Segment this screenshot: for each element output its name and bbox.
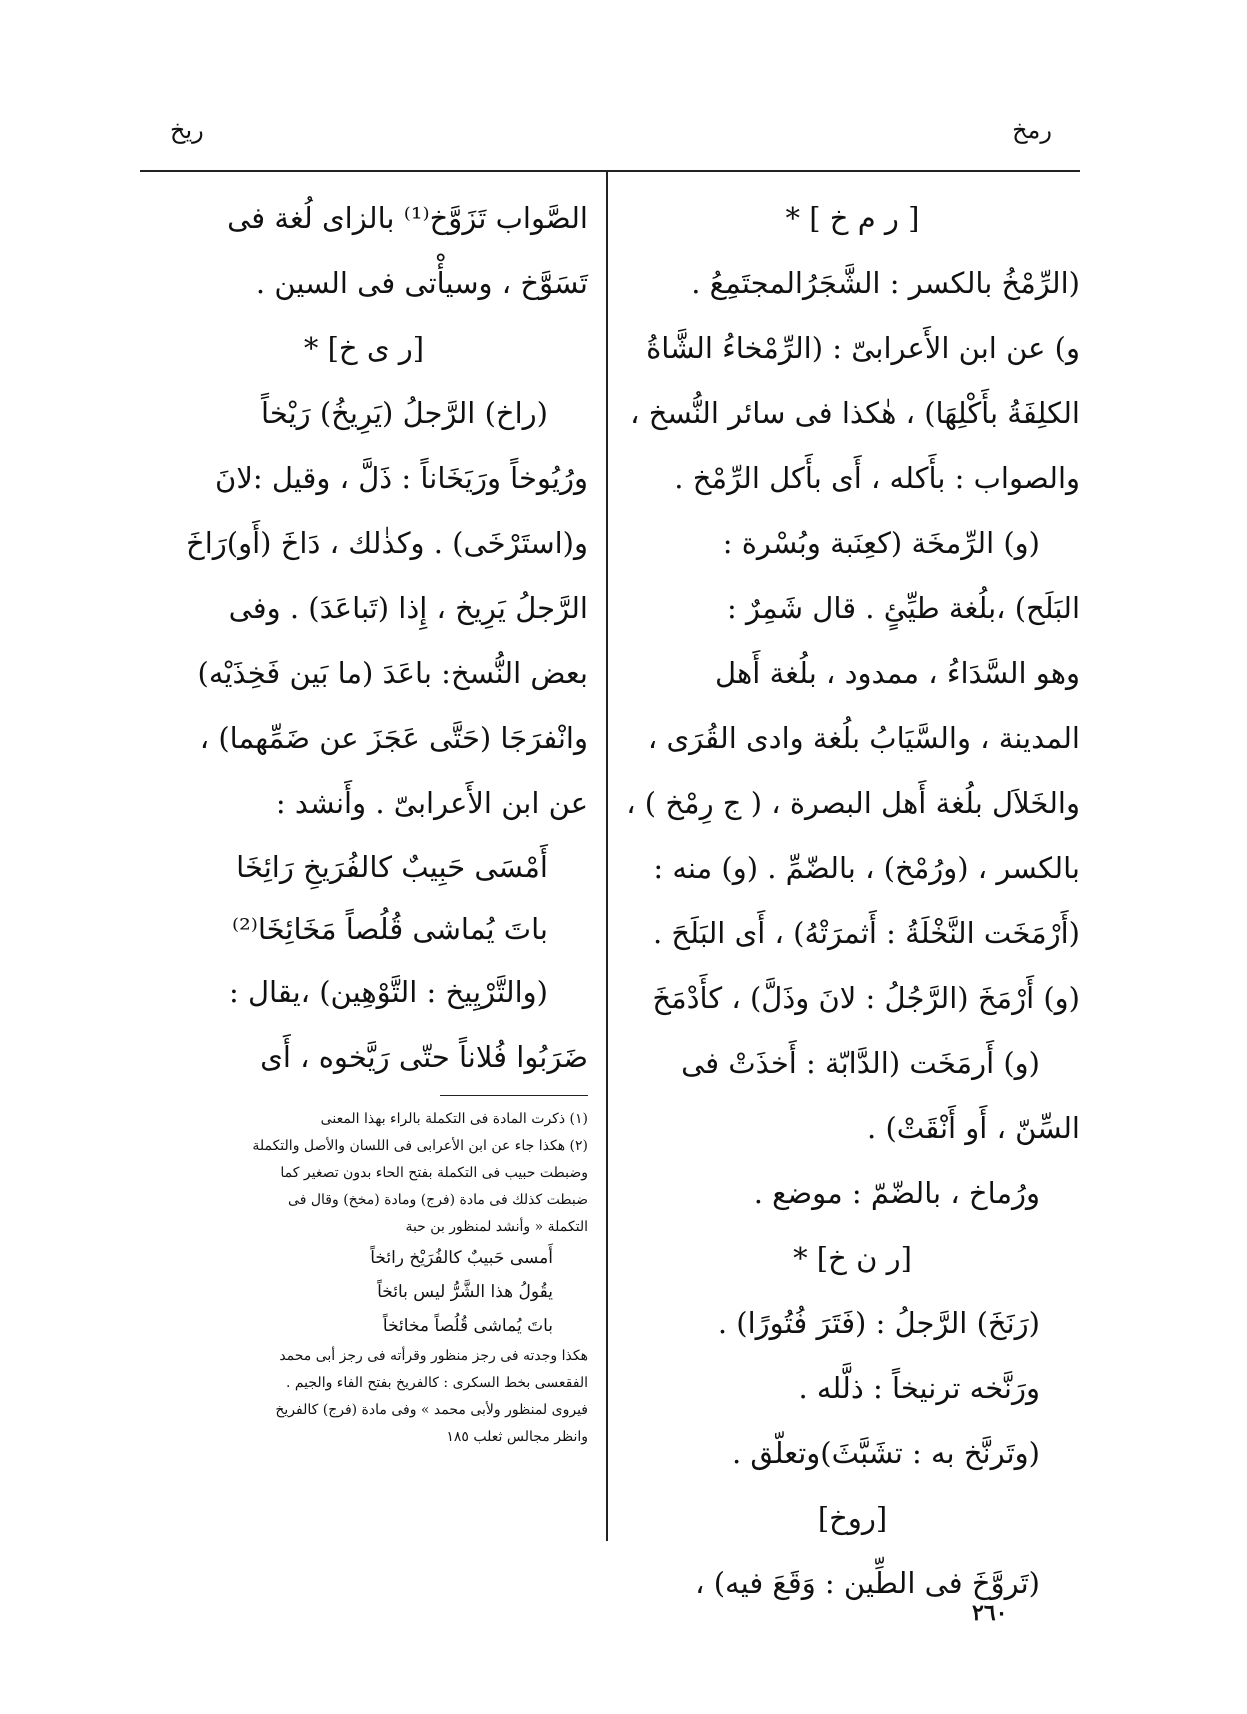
footnote-line: الفقعسى بخط السكرى : كالفريخ بفتح الفاء والجيم . bbox=[285, 1375, 588, 1391]
left-column bbox=[140, 186, 588, 1090]
footnote-line: ضبطت كذلك فى مادة (فرج) ومادة (مخخ) وقال فى bbox=[288, 1192, 588, 1208]
footnote-line: (٢) هكذا جاء عن ابن الأعرابى فى اللسان والأصل والتكملة bbox=[252, 1138, 588, 1154]
text-line: (رَنَخَ) الرَّجلُ : (فَتَرَ فُتُورًا) . bbox=[717, 1306, 1040, 1340]
footnote-line: فيروى لمنظور ولأبى محمد » وفى مادة (فرج) كالفريخ bbox=[275, 1402, 588, 1418]
text-line: البَلَح) ،بلُغة طيِّئٍ . قال شَمِرٌ : bbox=[727, 591, 1080, 625]
text-line: تَسَوَّخ ، وسيأْتى فى السين . bbox=[255, 266, 588, 300]
text-line: (و) الرِّمخَة (كعِنَبة وبُسْرة : bbox=[722, 526, 1040, 560]
text-line: (و) أَرْمَخَ (الرَّجُلُ : لانَ وذَلَّ) ، كأَدْمَخَ bbox=[652, 981, 1080, 1015]
entry-heading: [ر ن خ] * bbox=[793, 1241, 912, 1275]
text-line: بالكسر ، (ورُمْخ) ، بالضّمِّ . (و) منه : bbox=[653, 851, 1080, 885]
footnote-rule bbox=[440, 1095, 588, 1096]
text-line: الكلِفَةُ بأَكْلِهَا) ، هٰكذا فى سائر النُّسخ ، bbox=[630, 396, 1080, 430]
text-line: (الرِّمْخُ بالكسر : الشَّجَرُالمجتَمِعُ . bbox=[691, 266, 1080, 300]
column-divider bbox=[606, 171, 608, 1541]
text-line: بعض النُّسخ: باعَدَ (ما بَين فَخِذَيْه) bbox=[197, 656, 588, 690]
text-line: (راخ) الرَّجلُ (يَرِيخُ) رَيْخاً bbox=[261, 396, 548, 430]
text-line: الرَّجلُ يَرِيخ ، إِذا (تَباعَدَ) . وفى bbox=[228, 591, 588, 625]
text-line: والصواب : بأَكله ، أَى بأَكل الرِّمْخ . bbox=[674, 461, 1080, 495]
running-head-right: رمخ bbox=[1012, 116, 1052, 144]
entry-heading: [روخ] bbox=[817, 1501, 888, 1535]
text-line: ورُماخ ، بالضّمّ : موضع . bbox=[753, 1176, 1040, 1210]
footnote-line: وانظر مجالس ثعلب ١٨٥ bbox=[446, 1429, 588, 1445]
text-line: (وتَرنَّخ به : تشَبَّثَ)وتعلّق . bbox=[732, 1436, 1040, 1470]
text-line: (و) أَرمَخَت (الدَّابّة : أَخذَتْ فى bbox=[681, 1046, 1040, 1080]
text-line: ورُيُوخاً ورَيَخَاناً : ذَلَّ ، وقيل :لانَ bbox=[215, 461, 588, 495]
header-rule bbox=[140, 170, 1080, 172]
text-line: والخَلاَل بلُغة أَهل البصرة ، ( ج رِمْخ ) ، bbox=[626, 786, 1080, 820]
footnote-line: هكذا وجدته فى رجز منظور وقرأته فى رجز أبى محمد bbox=[279, 1348, 588, 1364]
footnote-verse: يقُولُ هذا الشَّرُّ ليس بائخاً bbox=[377, 1282, 553, 1302]
entry-heading: [ر ى خ] * bbox=[303, 331, 425, 365]
footnote-verse: أَمسى حَبيبٌ كالفُرَيْخ رائخاً bbox=[370, 1248, 553, 1268]
text-line: السِّنّ ، أَو أَنْقَتْ) . bbox=[867, 1111, 1080, 1145]
footnotes bbox=[140, 1106, 588, 1451]
text-line: وهو السَّدَاءُ ، ممدود ، بلُغة أَهل bbox=[715, 656, 1080, 690]
text-line: الصَّواب تَزَوَّخ⁽¹⁾ بالزاى لُغة فى bbox=[227, 201, 588, 235]
verse-line: أَمْسَى حَبِيبٌ كالفُرَيخِ رَائِخَا bbox=[236, 850, 548, 884]
footnote-line: وضبطت حبيب فى التكملة بفتح الحاء بدون تصغير كما bbox=[280, 1165, 588, 1181]
footnote-verse: باتَ يُماشى قُلُصاً مخائخاً bbox=[382, 1316, 553, 1336]
right-column bbox=[625, 186, 1080, 1616]
text-line: و(استَرْخَى) . وكذٰلك ، دَاخَ (أَو)رَاخَ bbox=[186, 526, 588, 560]
text-line: عن ابن الأَعرابىّ . وأَنشد : bbox=[275, 786, 588, 820]
text-line: وانْفرَجَا (حَتَّى عَجَزَ عن ضَمِّهما) ، bbox=[199, 721, 588, 755]
running-head-left: ريخ bbox=[170, 116, 204, 144]
text-line: (تَروَّخَ فى الطِّين : وَقَعَ فيه) ، bbox=[695, 1566, 1040, 1600]
verse-line: باتَ يُماشى قُلُصاً مَخَائِخَا⁽²⁾ bbox=[231, 912, 548, 946]
text-line: و) عن ابن الأَعرابىّ : (الرِّمْخاءُ الشَّاةُ bbox=[646, 331, 1080, 365]
page-number: ٢٦٠ bbox=[972, 1600, 1008, 1626]
footnote-line: (١) ذكرت المادة فى التكملة بالراء بهذا المعنى bbox=[320, 1111, 588, 1127]
text-line: ورَنَّخه ترنيخاً : ذلَّله . bbox=[798, 1371, 1040, 1405]
entry-heading: [ ر م خ ] * bbox=[785, 201, 920, 235]
text-line: المدينة ، والسَّيَابُ بلُغة وادى القُرَى ، bbox=[647, 721, 1080, 755]
text-line: (والتَّرْيِيخ : التَّوْهِين) ،يقال : bbox=[229, 975, 548, 1009]
footnote-line: التكملة « وأنشد لمنظور بن حبة bbox=[405, 1219, 588, 1235]
text-line: (أَرْمَخَت النَّخْلَةُ : أَثمرَتْهُ) ، أَى البَلَحَ . bbox=[652, 916, 1080, 950]
text-line: ضَرَبُوا فُلاناً حتّى رَيَّخوه ، أَى bbox=[260, 1040, 588, 1074]
